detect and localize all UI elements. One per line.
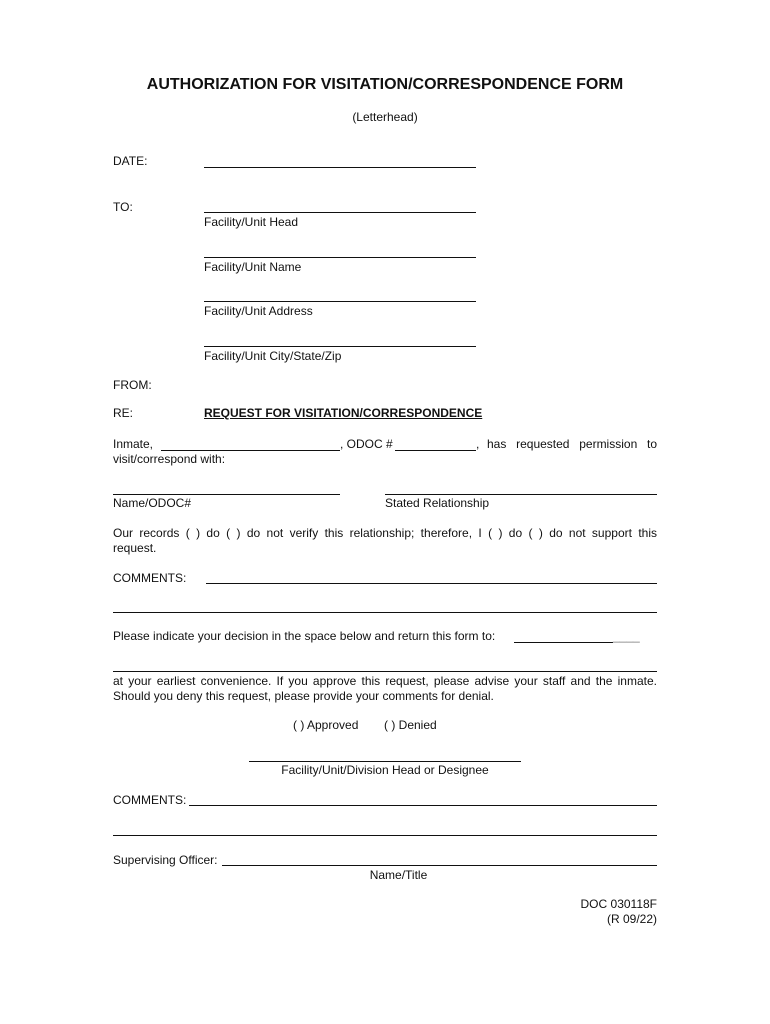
facility-name-caption: Facility/Unit Name — [204, 260, 302, 274]
name-odoc-caption: Name/ODOC# — [113, 496, 192, 510]
comments-field-line-2[interactable] — [113, 612, 657, 613]
denied-checkbox[interactable]: ( ) Denied — [384, 718, 437, 732]
re-subject: REQUEST FOR VISITATION/CORRESPONDENCE — [204, 406, 483, 420]
re-label: RE: — [113, 406, 134, 420]
comments2-field-line-2[interactable] — [113, 835, 657, 836]
relationship-field-line[interactable] — [385, 494, 657, 495]
return-to-field-line[interactable] — [514, 642, 613, 643]
supervising-officer-label: Supervising Officer: — [113, 853, 218, 867]
approved-checkbox[interactable]: ( ) Approved — [293, 718, 359, 732]
facility-address-field-line[interactable] — [204, 301, 476, 302]
comments-field-line-1[interactable] — [206, 583, 657, 584]
odoc-comma: , — [476, 437, 480, 451]
visit-correspond-text: visit/correspond with: — [113, 452, 226, 466]
return-to-field-line-2[interactable] — [113, 671, 657, 672]
comments-label: COMMENTS: — [113, 571, 187, 585]
records-verify-text-cont: request. — [113, 541, 157, 555]
from-label: FROM: — [113, 378, 152, 392]
facility-name-field-line[interactable] — [204, 257, 476, 258]
relationship-caption: Stated Relationship — [385, 496, 490, 510]
date-field-line[interactable] — [204, 167, 476, 168]
facility-head-field-line[interactable] — [204, 212, 476, 213]
facility-city-field-line[interactable] — [204, 346, 476, 347]
permission-text: has requested permission to — [487, 437, 657, 451]
odoc-label: , ODOC # — [340, 437, 393, 451]
head-signature-caption: Facility/Unit/Division Head or Designee — [281, 763, 489, 777]
inmate-prefix: Inmate, — [113, 437, 154, 451]
doc-number: DOC 030118F — [580, 897, 657, 911]
convenience-text-cont: Should you deny this request, please provide your comments for denial. — [113, 689, 494, 703]
decision-instruction-text: Please indicate your decision in the space below and return this form to: — [113, 629, 496, 643]
return-to-trailing: ____ — [613, 629, 640, 643]
facility-address-caption: Facility/Unit Address — [204, 304, 313, 318]
name-title-caption: Name/Title — [369, 868, 428, 882]
letterhead-placeholder: (Letterhead) — [352, 110, 418, 124]
facility-head-caption: Facility/Unit Head — [204, 215, 299, 229]
inmate-name-field-line[interactable] — [161, 450, 340, 451]
odoc-number-field-line[interactable] — [395, 450, 476, 451]
comments2-field-line-1[interactable] — [189, 805, 657, 806]
facility-city-caption: Facility/Unit City/State/Zip — [204, 349, 342, 363]
name-odoc-field-line[interactable] — [113, 494, 340, 495]
to-label: TO: — [113, 200, 133, 214]
convenience-text: at your earliest convenience. If you approve this request, please advise your staff and the inmate. — [113, 674, 657, 688]
supervising-officer-field-line[interactable] — [222, 865, 657, 866]
records-verify-text: Our records ( ) do ( ) do not verify this relationship; therefore, I ( ) do ( ) do not support this — [113, 526, 657, 540]
date-label: DATE: — [113, 154, 148, 168]
head-signature-line[interactable] — [249, 761, 521, 762]
comments2-label: COMMENTS: — [113, 793, 187, 807]
form-title: AUTHORIZATION FOR VISITATION/CORRESPONDENCE FORM — [146, 76, 624, 93]
revision-date: (R 09/22) — [606, 912, 657, 926]
